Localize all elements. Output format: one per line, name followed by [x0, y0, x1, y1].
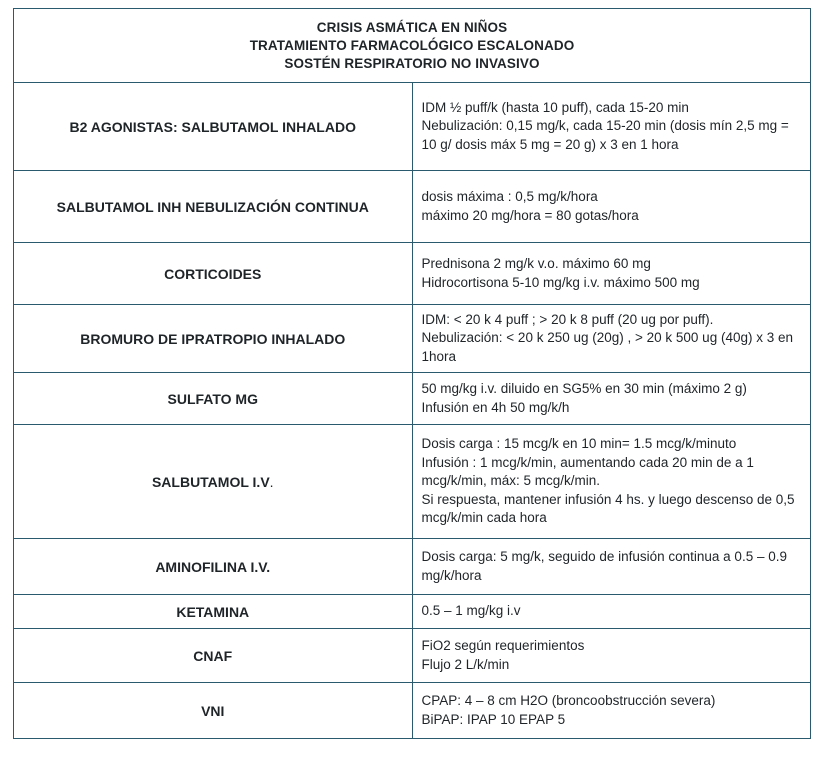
table-row [14, 595, 811, 629]
treatment-name-suffix: . [269, 473, 274, 490]
header-subtitle: TRATAMIENTO FARMACOLÓGICO ESCALONADO [249, 37, 575, 53]
treatment-name [14, 425, 413, 539]
treatment-name-text: CORTICOIDES [164, 265, 262, 282]
treatment-name-text: SALBUTAMOL INH NEBULIZACIÓN CONTINUA [56, 198, 369, 215]
treatment-dosage [412, 373, 811, 425]
treatment-dosage [412, 305, 811, 373]
dosage-line: Nebulización: 0,15 mg/k, cada 15-20 min (dosis mín 2,5 mg = 10 g/ dosis máx 5 mg = 20 g) x 3 en 1 hora [421, 118, 789, 152]
table-row [14, 171, 811, 243]
table-row [14, 373, 811, 425]
treatment-name-text: KETAMINA [176, 603, 250, 620]
treatment-name [14, 629, 413, 683]
dosage-line: Dosis carga : 15 mcg/k en 10 min= 1.5 mcg/k/minuto [421, 436, 737, 452]
dosage-line: Hidrocortisona 5-10 mg/kg i.v. máximo 500 mg [421, 274, 700, 290]
treatment-name-text: AMINOFILINA I.V. [155, 558, 271, 575]
dosage-line: Si respuesta, mantener infusión 4 hs. y luego descenso de 0,5 mcg/k/min cada hora [421, 491, 795, 526]
dosage-line: dosis máxima : 0,5 mg/k/hora [421, 189, 598, 204]
dosage-line: Infusión en 4h 50 mg/k/h [421, 399, 570, 415]
dosage-line: 0.5 – 1 mg/kg i.v [421, 603, 521, 619]
treatment-name [14, 683, 413, 739]
treatment-name-text: B2 AGONISTAS: SALBUTAMOL INHALADO [69, 118, 356, 135]
treatment-dosage [412, 595, 811, 629]
treatment-name [14, 595, 413, 629]
treatment-name [14, 539, 413, 595]
treatment-name-text: SULFATO MG [167, 390, 258, 407]
dosage-line: Nebulización: < 20 k 250 ug (20g) , > 20 k 500 ug (40g) x 3 en 1hora [421, 330, 793, 364]
dosage-line: Prednisona 2 mg/k v.o. máximo 60 mg [421, 256, 651, 271]
treatment-name-text: VNI [201, 702, 225, 719]
treatment-name-text: CNAF [193, 647, 233, 664]
table-row [14, 539, 811, 595]
dosage-line: CPAP: 4 – 8 cm H2O (broncoobstrucción severa) [421, 693, 716, 708]
treatment-name [14, 83, 413, 171]
treatment-name-text: SALBUTAMOL I.V [151, 473, 270, 490]
dosage-line: IDM: < 20 k 4 puff ; > 20 k 8 puff (20 ug por puff). [421, 311, 714, 327]
table-header-row [14, 9, 811, 83]
treatment-name [14, 373, 413, 425]
treatment-table-container [13, 8, 811, 739]
dosage-line: FiO2 según requerimientos [421, 638, 585, 653]
treatment-dosage [412, 243, 811, 305]
dosage-line: IDM ½ puff/k (hasta 10 puff), cada 15-20 min [421, 99, 689, 115]
treatment-dosage [412, 539, 811, 595]
treatment-name [14, 171, 413, 243]
table-row [14, 683, 811, 739]
table-row [14, 83, 811, 171]
table-row [14, 243, 811, 305]
dosage-line: 50 mg/kg i.v. diluido en SG5% en 30 min (máximo 2 g) [421, 381, 747, 396]
dosage-line: máximo 20 mg/hora = 80 gotas/hora [421, 207, 639, 223]
table-row [14, 425, 811, 539]
treatment-dosage [412, 83, 811, 171]
treatment-dosage [412, 425, 811, 539]
dosage-line: Infusión : 1 mcg/k/min, aumentando cada 20 min de a 1 mcg/k/min, máx: 5 mcg/k/min. [421, 454, 754, 489]
treatment-name [14, 243, 413, 305]
treatment-table [13, 8, 811, 739]
dosage-line: Flujo 2 L/k/min [421, 656, 510, 672]
table-row [14, 305, 811, 373]
header-title: CRISIS ASMÁTICA EN NIÑOS [316, 19, 508, 35]
treatment-dosage [412, 629, 811, 683]
table-row [14, 629, 811, 683]
dosage-line: BiPAP: IPAP 10 EPAP 5 [421, 711, 566, 727]
treatment-name-text: BROMURO DE IPRATROPIO INHALADO [80, 330, 346, 347]
table-header [14, 9, 811, 83]
treatment-dosage [412, 171, 811, 243]
dosage-line: Dosis carga: 5 mg/k, seguido de infusión continua a 0.5 – 0.9 mg/k/hora [421, 549, 787, 583]
treatment-name [14, 305, 413, 373]
header-subtitle-2: SOSTÉN RESPIRATORIO NO INVASIVO [284, 55, 540, 71]
treatment-dosage [412, 683, 811, 739]
